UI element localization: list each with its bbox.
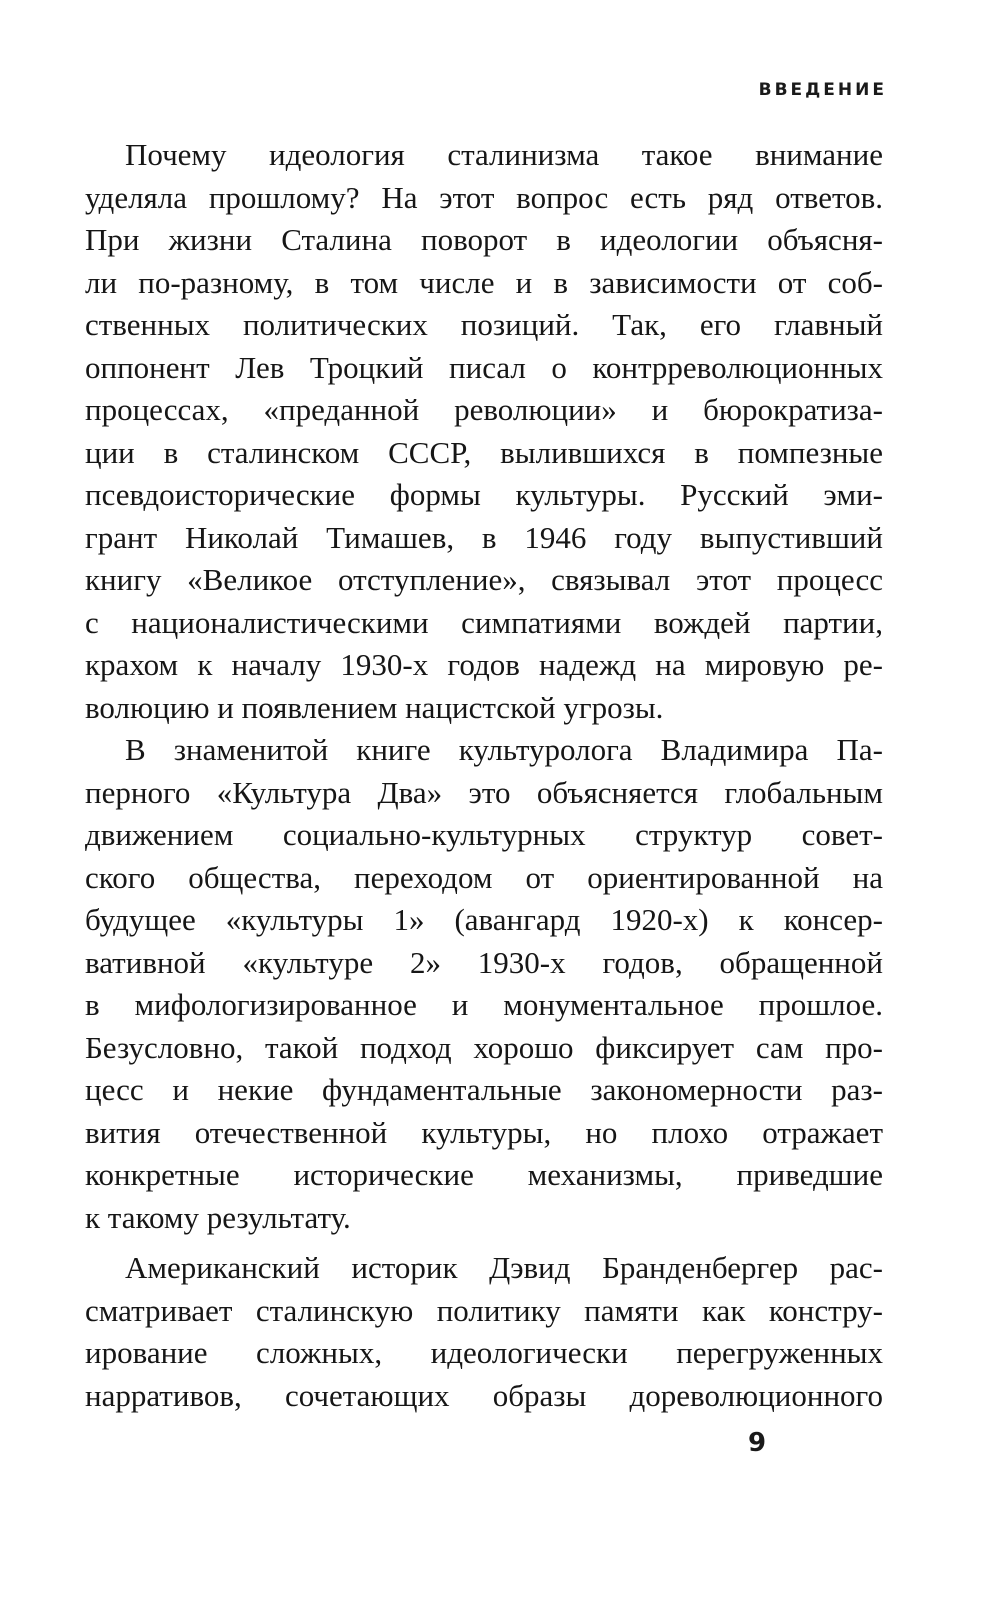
- text-line: ции в сталинском СССР, вылившихся в помпезные: [85, 434, 883, 470]
- text-line: При жизни Сталина поворот в идеологии объясня-: [85, 222, 883, 257]
- text-line: будущее «культуры 1» (авангард 1920-х) к консер-: [85, 902, 883, 937]
- text-line: ирование сложных, идеологически перегруженных: [85, 1335, 883, 1370]
- text-line: вития отечественной культуры, но плохо отражает: [85, 1114, 883, 1150]
- text-line: Почему идеология сталинизма такое внимание: [125, 137, 883, 172]
- body-text: [85, 134, 883, 1417]
- text-line: Безусловно, такой подход хорошо фиксирует сам про-: [85, 1029, 883, 1065]
- text-line: уделяла прошлому? На этот вопрос есть ряд ответов.: [85, 179, 883, 215]
- text-line: процессах, «преданной революции» и бюрократиза-: [85, 392, 883, 427]
- text-line: с националистическими симпатиями вождей партии,: [85, 604, 883, 640]
- text-line: псевдоисторические формы культуры. Русский эми-: [85, 477, 883, 512]
- text-line: в мифологизированное и монументальное прошлое.: [85, 987, 883, 1022]
- text-line: к такому результату.: [85, 1199, 351, 1235]
- text-line: книгу «Великое отступление», связывал этот процесс: [85, 562, 883, 597]
- text-line: ли по-разному, в том числе и в зависимости от соб-: [85, 264, 883, 300]
- running-head: ВВЕДЕНИЕ: [758, 80, 887, 100]
- text-line: нарративов, сочетающих образы дореволюционного: [85, 1377, 883, 1413]
- page-number: 9: [748, 1428, 767, 1458]
- text-line: ственных политических позиций. Так, его главный: [85, 307, 883, 342]
- text-line: перного «Культура Два» это объясняется глобальным: [85, 774, 883, 810]
- text-line: конкретные исторические механизмы, приведшие: [85, 1157, 883, 1192]
- text-line: цесс и некие фундаментальные закономерности раз-: [85, 1072, 883, 1107]
- text-line: В знаменитой книге культуролога Владимира Па-: [125, 732, 883, 767]
- text-line: грант Николай Тимашев, в 1946 году выпустивший: [85, 519, 883, 555]
- text-line: ского общества, переходом от ориентированной на: [85, 859, 883, 895]
- paragraph-gap: [85, 1239, 883, 1247]
- text-line: вативной «культуре 2» 1930-х годов, обращенной: [85, 944, 883, 980]
- text-line: волюцию и появлением нацистской угрозы.: [85, 689, 664, 725]
- text-line: крахом к началу 1930-х годов надежд на мировую ре-: [85, 647, 883, 682]
- text-line: сматривает сталинскую политику памяти как констру-: [85, 1292, 883, 1328]
- text-line: оппонент Лев Троцкий писал о контрреволюционных: [85, 349, 883, 385]
- text-line: Американский историк Дэвид Бранденбергер рас-: [125, 1250, 883, 1285]
- text-line: движением социально-культурных структур совет-: [85, 817, 883, 852]
